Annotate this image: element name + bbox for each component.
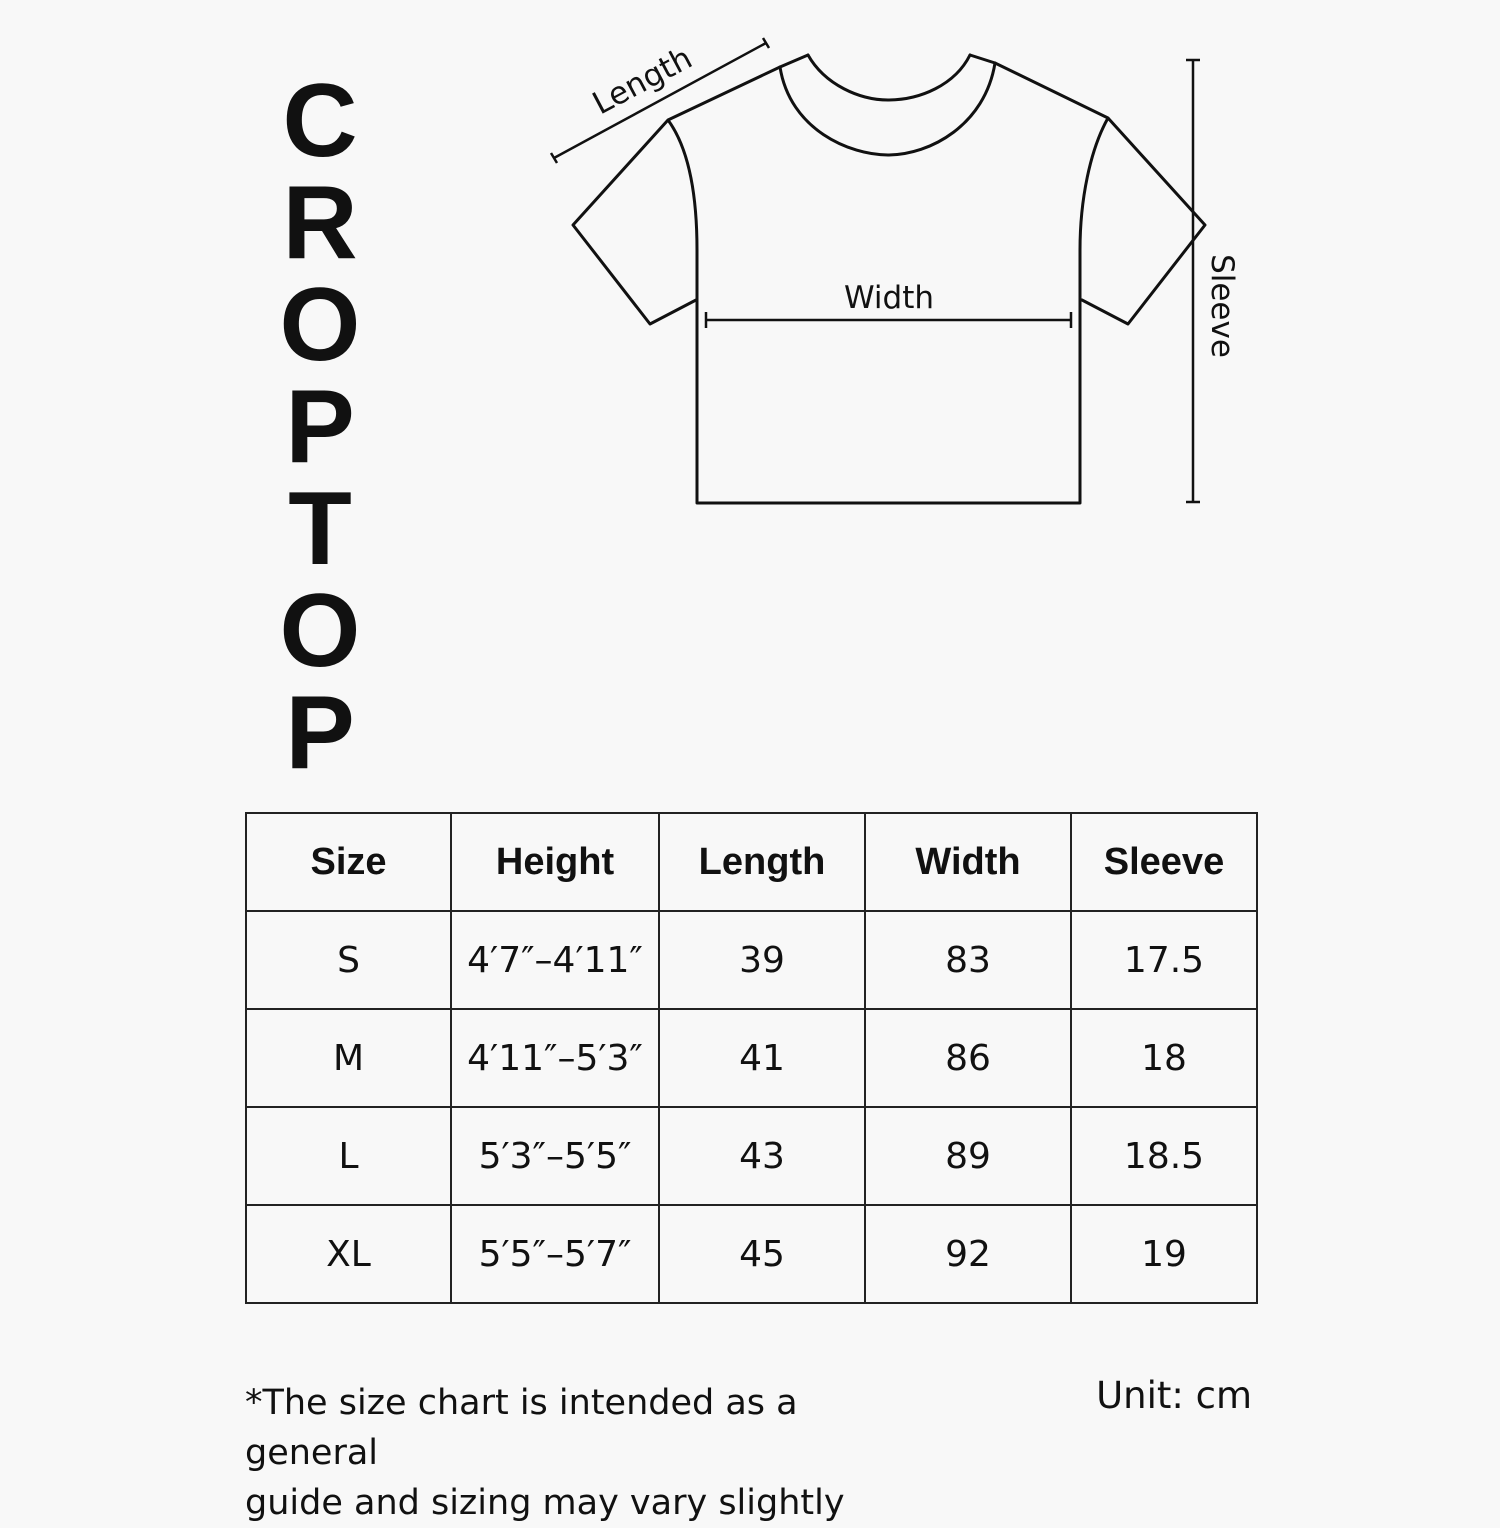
size-chart-table bbox=[245, 812, 1258, 1304]
length-label: Length bbox=[586, 40, 699, 123]
title-letter: C bbox=[282, 63, 358, 179]
cell-sleeve: 18.5 bbox=[1071, 1107, 1257, 1205]
header-length: Length bbox=[659, 813, 865, 911]
cell-length: 45 bbox=[659, 1205, 865, 1303]
header-width: Width bbox=[865, 813, 1071, 911]
sleeve-label: Sleeve bbox=[1204, 254, 1240, 358]
cell-width: 86 bbox=[865, 1009, 1071, 1107]
table-row bbox=[246, 1205, 1257, 1303]
cell-height: 4′7″–4′11″ bbox=[451, 911, 659, 1009]
cell-size: XL bbox=[246, 1205, 451, 1303]
table-row bbox=[246, 1009, 1257, 1107]
cell-height: 5′3″–5′5″ bbox=[451, 1107, 659, 1205]
unit-label: Unit: cm bbox=[1096, 1374, 1252, 1417]
title-letter: O bbox=[279, 573, 361, 689]
title-letter: R bbox=[282, 165, 358, 281]
collar-inner bbox=[808, 55, 970, 100]
title-letter: P bbox=[285, 369, 355, 485]
cell-size: L bbox=[246, 1107, 451, 1205]
cell-length: 41 bbox=[659, 1009, 865, 1107]
header-sleeve: Sleeve bbox=[1071, 813, 1257, 911]
disclaimer-note bbox=[245, 1378, 905, 1528]
cell-width: 83 bbox=[865, 911, 1071, 1009]
table-header-row bbox=[246, 813, 1257, 911]
cell-size: M bbox=[246, 1009, 451, 1107]
cell-width: 89 bbox=[865, 1107, 1071, 1205]
cell-length: 39 bbox=[659, 911, 865, 1009]
table-row bbox=[246, 911, 1257, 1009]
header-height: Height bbox=[451, 813, 659, 911]
note-line: guide and sizing may vary slightly bbox=[245, 1483, 845, 1523]
cell-size: S bbox=[246, 911, 451, 1009]
cell-length: 43 bbox=[659, 1107, 865, 1205]
title-letter: T bbox=[288, 471, 352, 587]
cell-sleeve: 19 bbox=[1071, 1205, 1257, 1303]
cell-width: 92 bbox=[865, 1205, 1071, 1303]
title-letter: O bbox=[279, 267, 361, 383]
header-size: Size bbox=[246, 813, 451, 911]
sleeve-dimension-line bbox=[1186, 60, 1200, 502]
table-row bbox=[246, 1107, 1257, 1205]
cell-height: 5′5″–5′7″ bbox=[451, 1205, 659, 1303]
collar-outer bbox=[780, 63, 995, 155]
cell-sleeve: 17.5 bbox=[1071, 911, 1257, 1009]
cell-height: 4′11″–5′3″ bbox=[451, 1009, 659, 1107]
cell-sleeve: 18 bbox=[1071, 1009, 1257, 1107]
width-label: Width bbox=[843, 280, 935, 316]
title-letter: P bbox=[285, 675, 355, 791]
note-line: *The size chart is intended as a general bbox=[245, 1383, 798, 1473]
